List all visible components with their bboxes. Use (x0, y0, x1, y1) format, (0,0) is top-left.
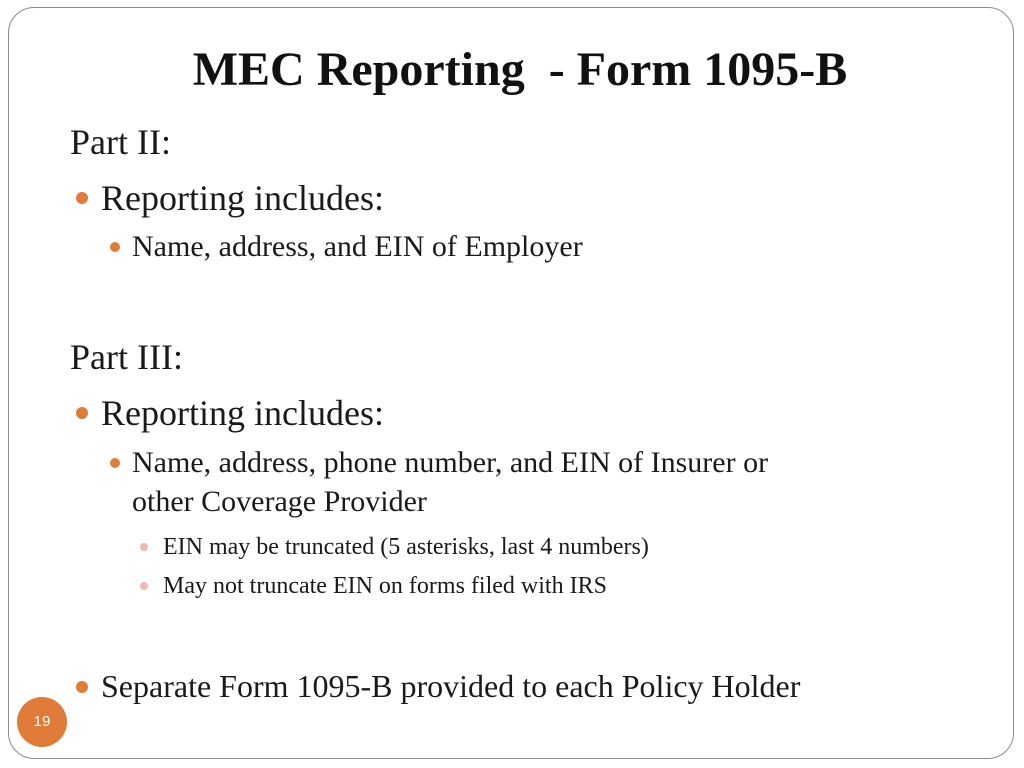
part-iii-insurer-item-line2: other Coverage Provider (132, 485, 427, 518)
bullet-icon (140, 582, 148, 590)
page-number-badge: 19 (17, 697, 67, 747)
bullet-icon (76, 192, 88, 204)
bullet-icon (76, 407, 88, 419)
bullet-icon (140, 543, 148, 551)
bullet-icon (110, 458, 120, 468)
bullet-icon (76, 681, 88, 693)
slide-title: MEC Reporting - Form 1095-B (192, 43, 848, 96)
policy-holder-bullet: Separate Form 1095-B provided to each Policy Holder (101, 668, 801, 704)
part-ii-employer-item: Name, address, and EIN of Employer (132, 230, 583, 263)
part-iii-insurer-item-line1: Name, address, phone number, and EIN of Insurer or (132, 446, 769, 479)
irs-truncation-note: May not truncate EIN on forms filed with IRS (163, 573, 607, 599)
part-iii-reporting-bullet: Reporting includes: (101, 393, 384, 433)
bullet-icon (110, 242, 120, 252)
part-iii-heading: Part III: (70, 337, 183, 377)
part-ii-reporting-bullet: Reporting includes: (101, 178, 384, 218)
part-ii-heading: Part II: (70, 122, 171, 162)
ein-truncation-note: EIN may be truncated (5 asterisks, last 4 numbers) (163, 534, 649, 560)
